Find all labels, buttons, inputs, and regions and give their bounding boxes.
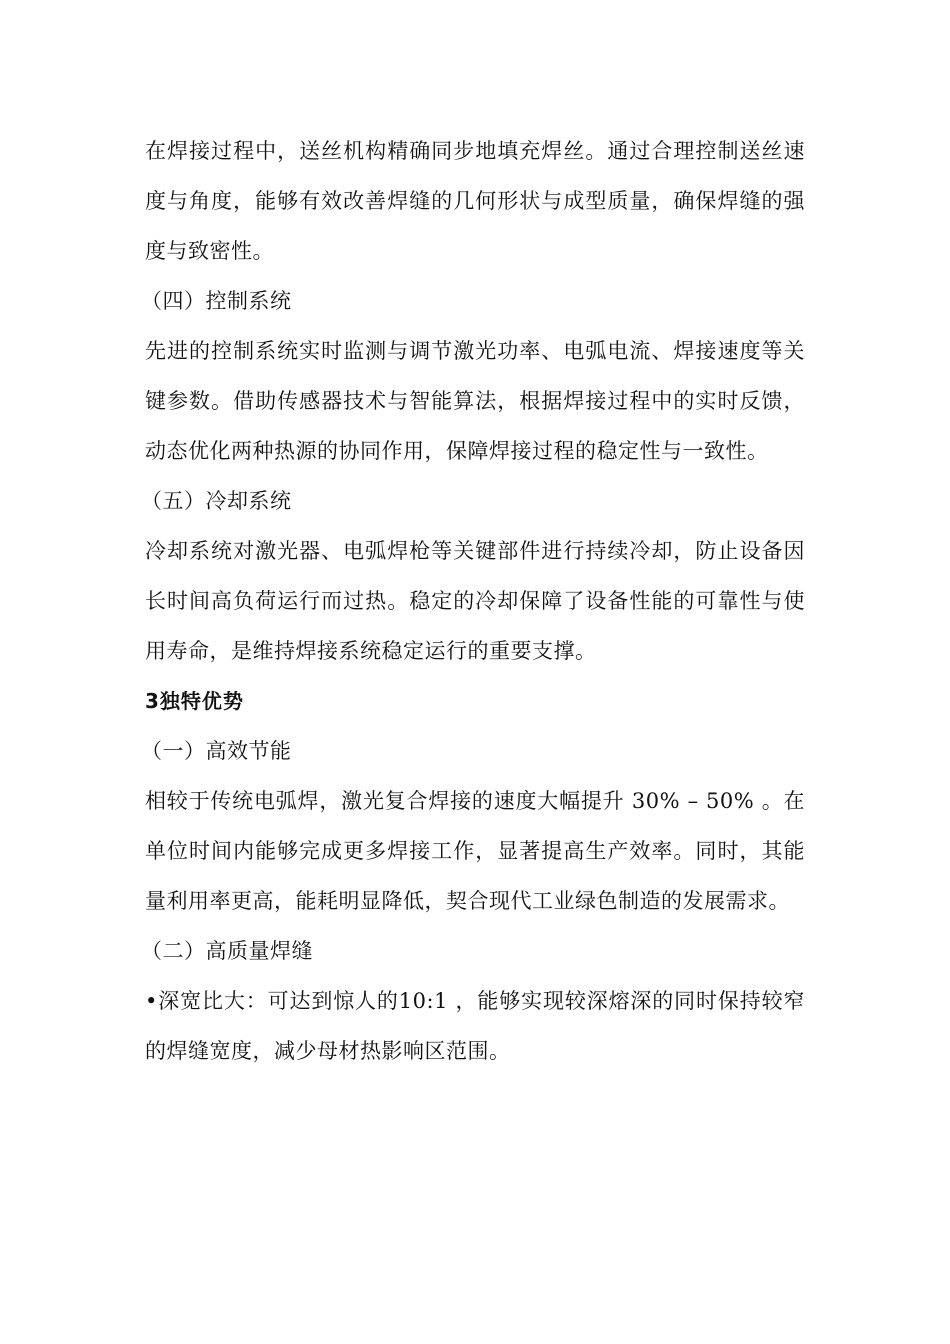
subheading-weld-quality: （二）高质量焊缝: [141, 939, 313, 963]
paragraph-efficiency: 相较于传统电弧焊，激光复合焊接的速度大幅提升 30% – 50% 。在单位时间内能够完成更多焊接工作，显著提高生产效率。同时，其能量利用率更高，能耗明显降低，契合现代工业绿色制造的发展需求。: [145, 789, 805, 913]
subheading-cooling-system: （五）冷却系统: [141, 489, 292, 513]
paragraph-wire-feed: 在焊接过程中，送丝机构精确同步地填充焊丝。通过合理控制送丝速度与角度，能够有效改善焊缝的几何形状与成型质量，确保焊缝的强度与致密性。: [145, 139, 805, 263]
subheading-efficiency: （一）高效节能: [141, 739, 292, 763]
paragraph-control-system: 先进的控制系统实时监测与调节激光功率、电弧电流、焊接速度等关键参数。借助传感器技术与智能算法，根据焊接过程中的实时反馈，动态优化两种热源的协同作用，保障焊接过程的稳定性与一致性。: [145, 339, 805, 463]
subheading-control-system: （四）控制系统: [141, 289, 292, 313]
paragraph-aspect-ratio: •深宽比大：可达到惊人的10:1 ，能够实现较深熔深的同时保持较窄的焊缝宽度，减少母材热影响区范围。: [145, 989, 805, 1063]
document-body: [141, 126, 805, 1076]
section-heading-advantages: 3独特优势: [145, 689, 244, 713]
paragraph-cooling-system: 冷却系统对激光器、电弧焊枪等关键部件进行持续冷却，防止设备因长时间高负荷运行而过热。稳定的冷却保障了设备性能的可靠性与使用寿命，是维持焊接系统稳定运行的重要支撑。: [145, 539, 805, 663]
